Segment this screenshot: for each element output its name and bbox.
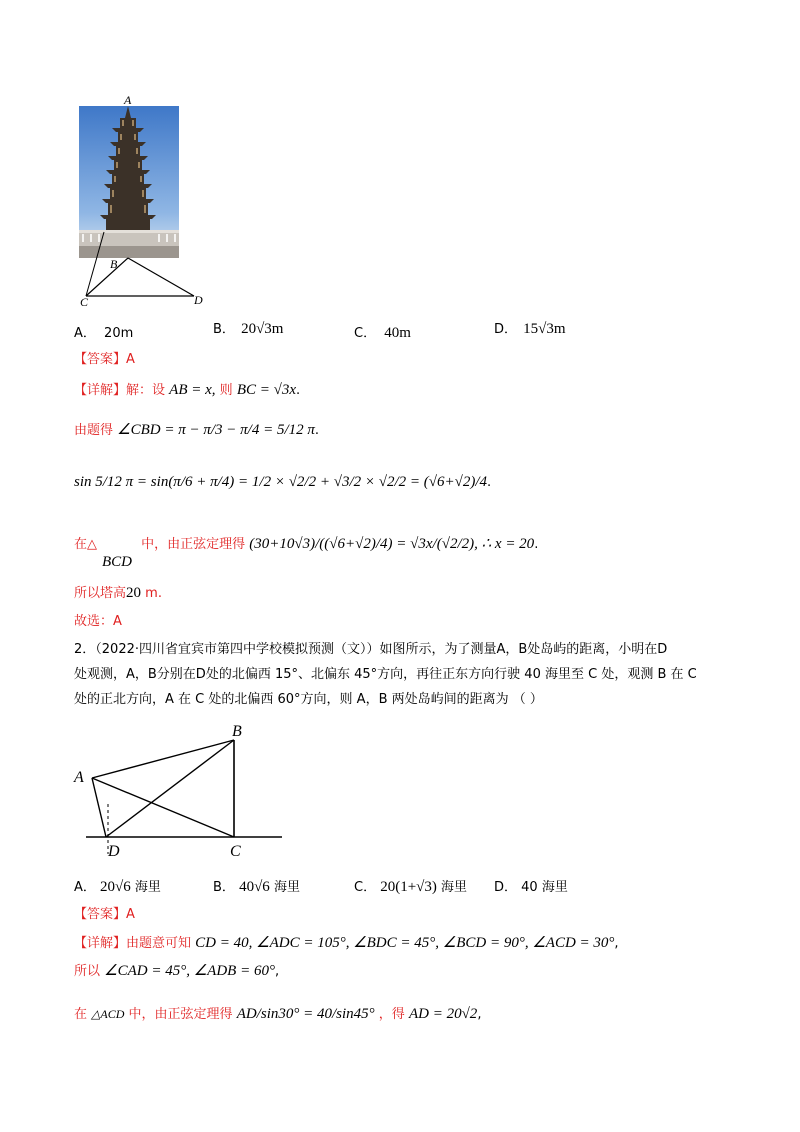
- option-unit: 海里: [134, 880, 161, 895]
- q1-option-c[interactable]: [354, 322, 411, 342]
- option-value: 20m: [104, 326, 134, 341]
- option-value: 15√3m: [523, 321, 566, 337]
- q1-option-a[interactable]: [74, 322, 133, 341]
- line-ad: [92, 778, 106, 837]
- option-value: 40: [521, 880, 538, 895]
- option-unit: 海里: [441, 880, 468, 895]
- q1-detail-line4: 在△ 中，由正弦定理得 (30+10√3)/((√6+√2)/4) = √3x/(√2/2), ∴ x = 20.: [74, 536, 539, 552]
- pagoda-figure: [76, 92, 216, 310]
- q1-choose: 故选：A: [74, 614, 122, 629]
- option-letter: A．: [74, 326, 96, 341]
- q2-detail-line3: 在 △ACD 中，由正弦定理得 AD/sin30° = 40/sin45° ，得 AD = 20√2,: [74, 1006, 482, 1022]
- island-figure: [72, 722, 292, 860]
- q1-triangle-bcd: BCD: [102, 554, 132, 570]
- q1-detail-line1: 【详解】解：设 AB = x, 则 BC = √3x.: [74, 382, 301, 398]
- label-d: D: [108, 843, 120, 860]
- option-value: 40m: [384, 325, 411, 341]
- option-unit: 海里: [273, 880, 300, 895]
- label-b: B: [232, 723, 242, 740]
- question-source: （2022·四川省宜宾市第四中学校模拟预测（文））: [95, 642, 380, 657]
- line-bd: [106, 740, 234, 837]
- q1-option-d[interactable]: [494, 318, 566, 338]
- q2-option-b[interactable]: [213, 876, 300, 896]
- detail-tag: 【详解】: [74, 383, 127, 398]
- q2-stem-line3: 处的正北方向，A 在 C 处的北偏西 60°方向，则 A，B 两处岛屿间的距离为 （ ）: [74, 692, 543, 707]
- q2-option-a[interactable]: [74, 876, 161, 896]
- option-value: 20(1+√3): [380, 879, 437, 895]
- terrace: [79, 232, 179, 246]
- detail-tag: 【详解】: [74, 936, 127, 951]
- option-value: 20√3m: [241, 321, 284, 337]
- line-bd: [128, 258, 194, 296]
- option-unit: 海里: [541, 880, 568, 895]
- q2-option-d[interactable]: [494, 876, 568, 895]
- line-ab: [92, 740, 234, 778]
- option-letter: B．: [213, 880, 235, 895]
- label-c: C: [230, 843, 241, 860]
- option-letter: C．: [354, 880, 377, 895]
- q1-option-b[interactable]: [213, 318, 283, 338]
- q1-detail-line2: 由题得 ∠CBD = π − π/3 − π/4 = 5/12 π.: [74, 422, 320, 438]
- option-letter: D．: [494, 322, 518, 337]
- q1-detail-line5: 所以塔高20 m.: [74, 585, 162, 601]
- q2-detail-line1: 【详解】由题意可知 CD = 40, ∠ADC = 105°, ∠BDC = 45°, ∠BCD = 90°, ∠ACD = 30°,: [74, 935, 619, 951]
- line-bc: [86, 258, 128, 296]
- label-d: D: [194, 293, 203, 307]
- q2-detail-line2: 所以 ∠CAD = 45°, ∠ADB = 60°,: [74, 963, 280, 979]
- label-a: A: [124, 93, 132, 107]
- q1-answer: 【答案】A: [74, 352, 135, 367]
- q2-answer: 【答案】A: [74, 907, 135, 922]
- question-number: 2．: [74, 642, 96, 657]
- option-letter: D．: [494, 880, 518, 895]
- q2-option-c[interactable]: [354, 876, 467, 896]
- label-a: A: [74, 769, 84, 786]
- q2-stem-line1: 2．（2022·四川省宜宾市第四中学校模拟预测（文））如图所示，为了测量A，B处岛屿的距离，小明在D: [74, 642, 668, 657]
- option-value: 40√6: [239, 879, 270, 895]
- label-c: C: [80, 295, 89, 309]
- option-letter: C．: [354, 326, 377, 341]
- q1-detail-line3: sin 5/12 π = sin(π/6 + π/4) = 1/2 × √2/2 + √3/2 × √2/2 = (√6+√2)/4.: [74, 474, 492, 490]
- line-ac: [92, 778, 234, 837]
- option-letter: A．: [74, 880, 96, 895]
- q2-stem-line2: 处观测，A，B分别在D处的北偏西 15°、北偏东 45°方向，再往正东方向行驶 40 海里至 C 处，观测 B 在 C: [74, 667, 697, 682]
- label-b: B: [110, 257, 118, 271]
- option-letter: B．: [213, 322, 235, 337]
- option-value: 20√6: [100, 879, 131, 895]
